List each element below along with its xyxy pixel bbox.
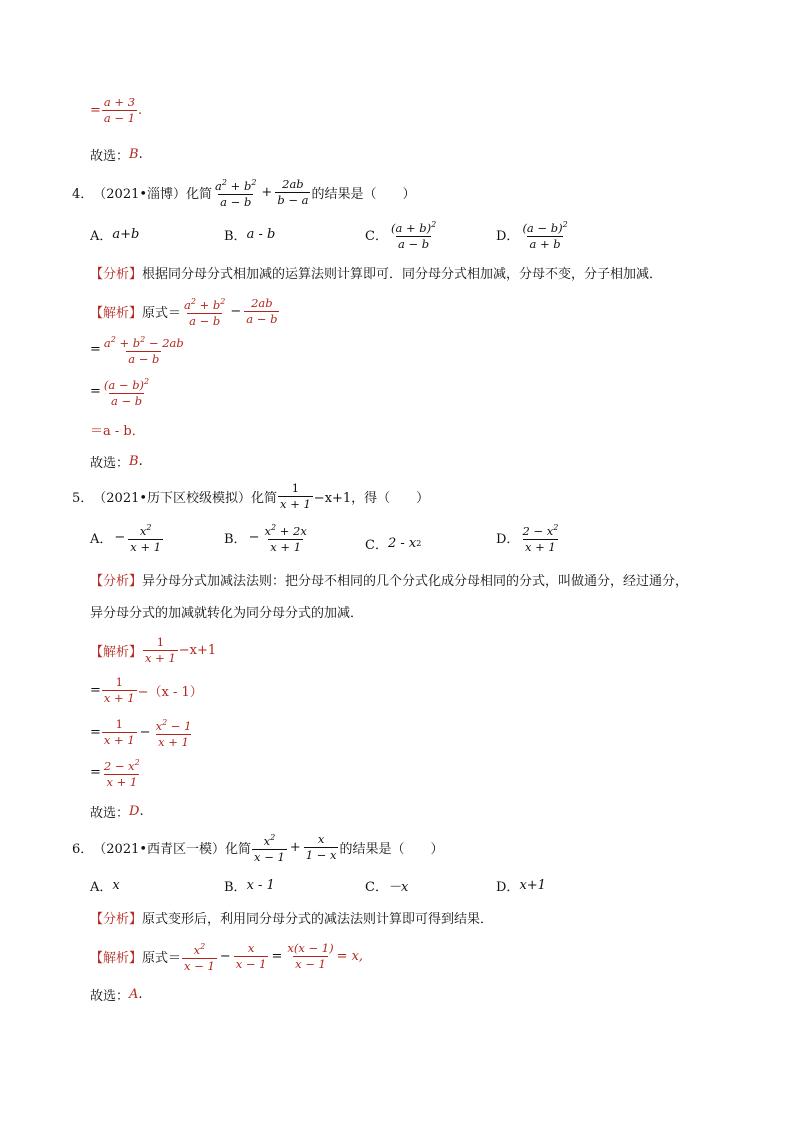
q5-solution-line-2: = $\frac{1}{x + 1}$ −（x - 1） — [90, 675, 203, 705]
fraction: $\frac{x^2}{x + 1}$ — [130, 523, 162, 554]
q4-solution-line-3: = $\frac{(a - b)^2}{a - b}$ — [90, 377, 150, 408]
q6-option-c: C． －x — [365, 880, 409, 895]
fraction: $a^2 + b^2$ a − b — [184, 297, 226, 328]
fraction: $\frac{2ab}{b - a}$ — [277, 177, 309, 207]
q5-solution-line-3: = $\frac{1}{x + 1}$ − $\frac{x^2 - 1}{x + 1}$ — [90, 717, 192, 749]
q5-solution-line-4: = $\frac{2 - x^2}{x + 1}$ — [90, 758, 140, 789]
q5-option-b: B． − $\frac{x^2 + 2x}{x + 1}$ — [224, 523, 307, 554]
q4-stem: 4． （2021•淄博）化简 $a^2 + b^2$ a − b + $\frac{2ab}{b - a}$ 的结果是（ ） — [72, 177, 416, 209]
fraction: $\frac{1}{x + 1}$ — [103, 717, 135, 747]
fraction: $\frac{1}{x + 1}$ — [103, 675, 135, 705]
q6-option-d: D． x+1 — [496, 878, 546, 895]
fraction: $\frac{a^2 + b^2 - 2ab}{a - b}$ — [103, 335, 184, 366]
q6-solution: 【解析】 原式＝ $x^2$ x − 1 − $\frac{x}{x - 1}$ = $\frac{x(x - 1)}{x - 1}$ = x, — [90, 941, 364, 973]
fraction: $\frac{x}{1 - x}$ — [305, 832, 337, 862]
q5-answer: 故选： D . — [90, 804, 144, 821]
fraction: $\frac{a + 3}{a - 1}$ — [103, 95, 136, 125]
fraction: $\frac{2 - x^2}{x + 1}$ — [103, 758, 140, 789]
q4-option-c: C． $(a + b)^2$ a − b — [365, 220, 437, 251]
q5-option-a: A． − $\frac{x^2}{x + 1}$ — [90, 523, 162, 554]
q5-stem: 5． （2021•历下区校级模拟）化简 1 x + 1 −x+1，得（ ） — [72, 481, 430, 511]
fraction: $x^2$ x − 1 — [184, 942, 215, 973]
q4-option-d: D． $(a - b)^2$ a + b — [496, 220, 568, 251]
answer-line: 故选： B . — [90, 147, 143, 164]
fraction: $\frac{x(x - 1)}{x - 1}$ — [287, 941, 334, 971]
fraction: $(a - b)^2$ a + b — [522, 220, 568, 251]
fraction: $\frac{2ab}{a - b}$ — [246, 296, 278, 326]
fraction: $(a + b)^2$ a − b — [390, 220, 437, 251]
fraction: $\frac{x^2 + 2x}{x + 1}$ — [264, 523, 307, 554]
q5-analysis-1: 【分析】 异分母分式加减法法则：把分母不相同的几个分式化成分母相同的分式，叫做通分，经过通分， — [90, 574, 689, 589]
q4-option-a: A． a+b — [90, 227, 140, 244]
q4-analysis: 【分析】 根据同分母分式相加减的运算法则计算即可．同分母分式相加减，分母不变，分子相加减． — [90, 267, 663, 282]
q6-analysis: 【分析】 原式变形后，利用同分母分式的减法法则计算即可得到结果． — [90, 912, 494, 927]
period: . — [138, 103, 143, 118]
q6-option-b: B． x - 1 — [224, 878, 275, 895]
fraction: $x^2$ x − 1 — [254, 833, 285, 864]
q6-answer: 故选： A . — [90, 987, 143, 1004]
fraction: $\frac{x}{x - 1}$ — [235, 941, 267, 971]
fraction: 1 x + 1 — [145, 635, 176, 665]
fraction: 1 x + 1 — [280, 481, 311, 511]
fraction: $\frac{x^2 - 1}{x + 1}$ — [155, 718, 192, 749]
fraction: $\frac{(a - b)^2}{a - b}$ — [103, 377, 150, 408]
q4-solution-line-4: ＝a - b． — [90, 424, 145, 439]
fraction: $2 - x^2$ x + 1 — [522, 523, 559, 554]
q5-option-d: D． $2 - x^2$ x + 1 — [496, 523, 559, 554]
q5-option-c: C． 2 - x 2 — [365, 536, 422, 553]
equals-sign: = — [90, 103, 101, 118]
q6-option-a: A． x — [90, 878, 120, 895]
q6-stem: 6． （2021•西青区一模）化简 $x^2$ x − 1 + $\frac{x}{1 - x}$ 的结果是（ ） — [72, 832, 444, 864]
q4-solution-line-1: 【解析】 原式＝ $a^2 + b^2$ a − b − $\frac{2ab}{a - b}$ — [90, 296, 278, 328]
q4-answer: 故选： B . — [90, 454, 143, 471]
top-result-line — [90, 96, 142, 125]
q4-option-b: B． a - b — [224, 227, 276, 244]
q5-analysis-2: 异分母分式的加减就转化为同分母分式的加减． — [90, 606, 364, 621]
fraction: $a^2 + b^2$ a − b — [215, 178, 257, 209]
q4-solution-line-2: = $\frac{a^2 + b^2 - 2ab}{a - b}$ — [90, 335, 184, 366]
q5-solution-line-1: 【解析】 1 x + 1 −x+1 — [90, 635, 217, 665]
